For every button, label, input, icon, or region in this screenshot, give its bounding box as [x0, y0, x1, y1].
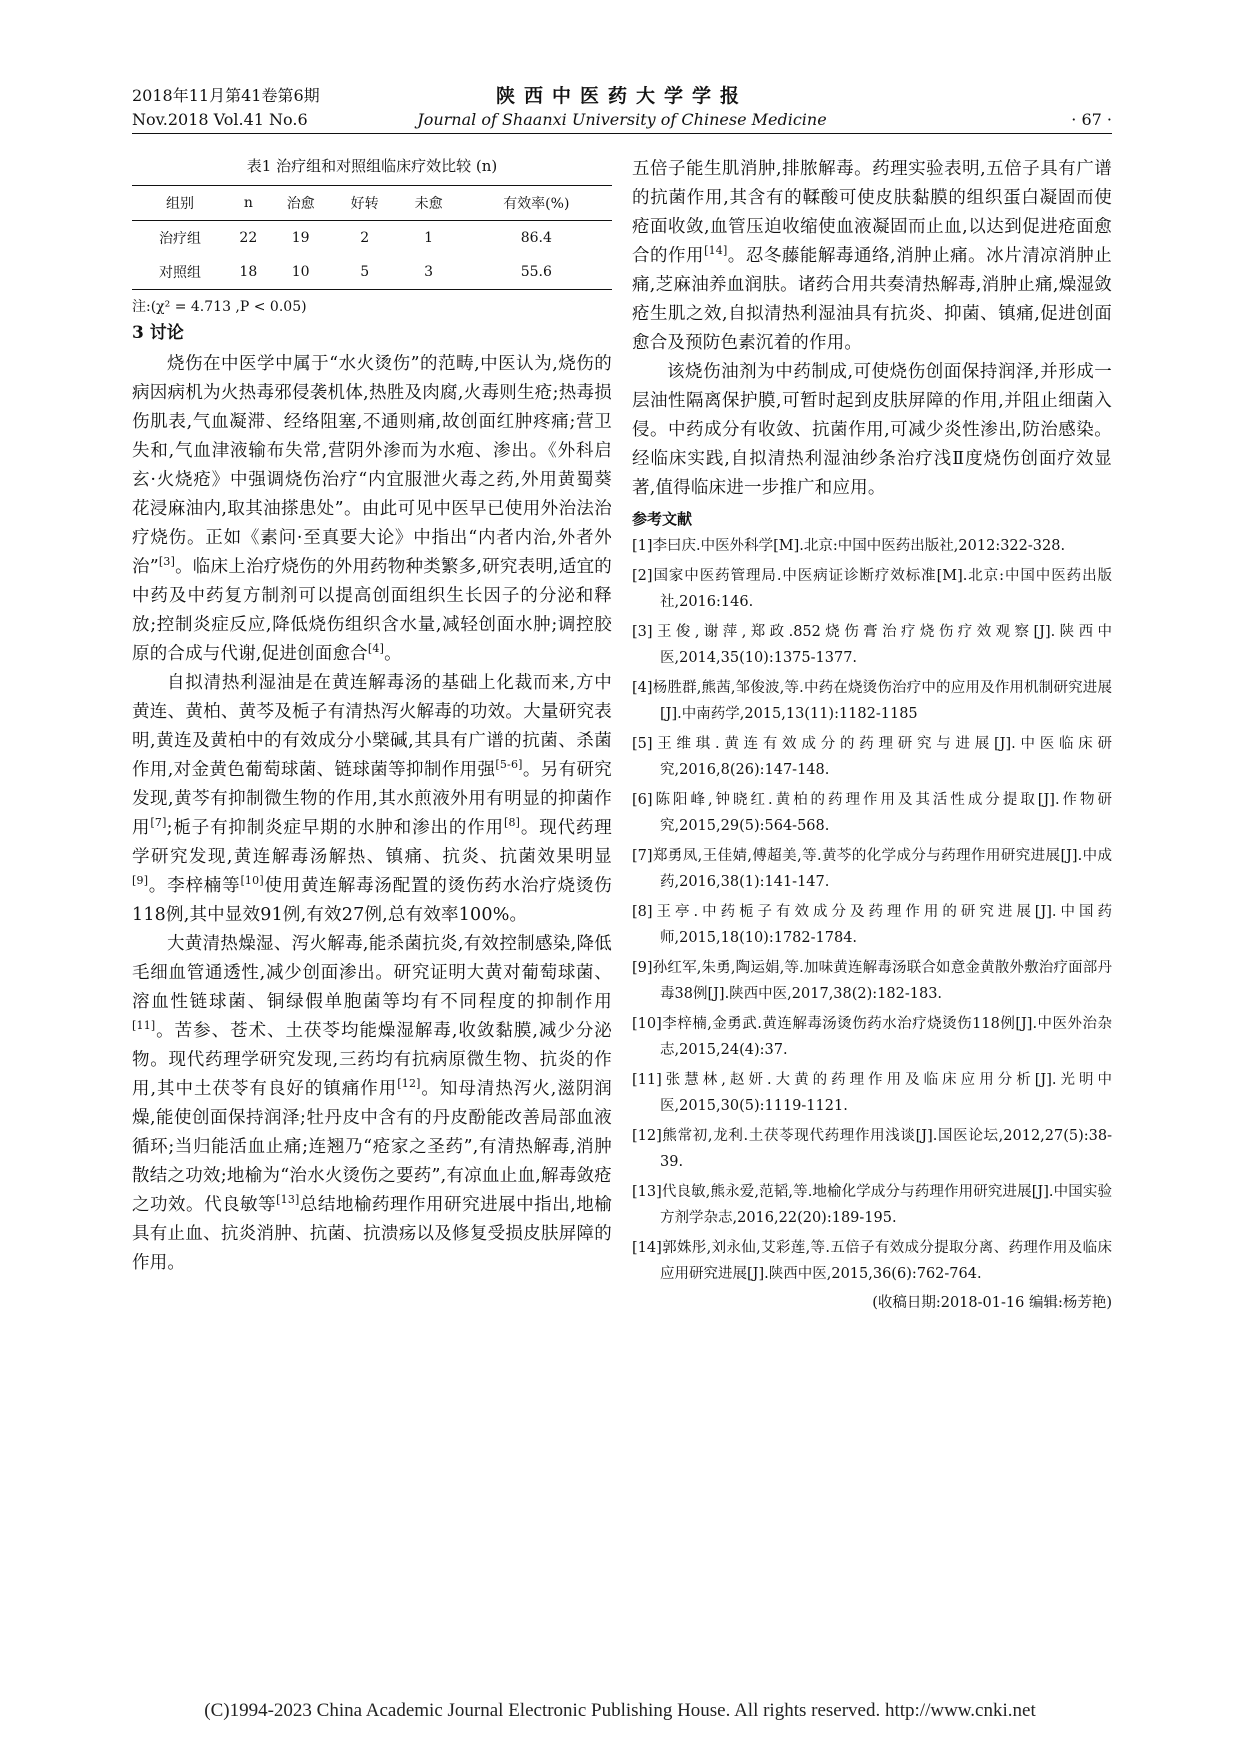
citation-marker: [11] [132, 1019, 156, 1033]
references-title: 参考文献 [632, 510, 693, 528]
efficacy-table [132, 185, 612, 290]
citation-marker: [13] [276, 1193, 300, 1207]
left-body-text [132, 350, 612, 1278]
paragraph-text: ;栀子有抑制炎症早期的水肿和渗出的作用 [166, 818, 504, 838]
page-number: · 67 · [1071, 110, 1112, 129]
table-cell: 10 [291, 264, 310, 280]
issue-cn: 2018年11月第41卷第6期 [132, 86, 320, 105]
right-body-text [632, 155, 1112, 503]
paragraph-text: 烧伤在中医学中属于“水火烫伤”的范畴,中医认为,烧伤的病因病机为火热毒邪侵袭机体,热胜及肉腐,火毒则生疮;热毒损伤肌表,气血凝滞、经络阻塞,不通则痛,故创面红肿疼痛;营卫失和,气血津液输布失常,营阴外渗而为水疱、渗出。《外科启玄·火烧疮》中强调烧伤治疗“内宜服泄火毒之药,外用黄蜀葵花浸麻油内,取其油搽患处”。由此可见中医早已使用外治法治疗烧伤。正如《素问·至真要大论》中指出“内者内治,外者外治” [132, 354, 612, 577]
paragraph-text: 。苦参、苍术、土茯苓均能燥湿解毒,收敛黏膜,减少分泌物。现代药理学研究发现,三药均有抗病原微生物、抗炎的作用,其中土茯苓有良好的镇痛作用 [132, 1021, 612, 1099]
table-header-cell: 组别 [165, 196, 194, 212]
paragraph-text: 自拟清热利湿油是在黄连解毒汤的基础上化裁而来,方中黄连、黄柏、黄芩及栀子有清热泻火解毒的功效。大量研究表明,黄连及黄柏中的有效成分小檗碱,其具有广谱的抗菌、杀菌作用,对金黄色葡萄球菌、链球菌等抑制作用强 [132, 673, 612, 780]
copyright-footer: (C)1994-2023 China Academic Journal Electronic Publishing House. All rights reserved. http://www.cnki.net [204, 1700, 1036, 1721]
paragraph-text: 。临床上治疗烧伤的外用药物种类繁多,研究表明,适宜的中药及中药复方制剂可以提高创面组织生长因子的分泌和释放;控制炎症反应,降低烧伤组织含水量,减轻创面水肿;调控胶原的合成与代谢,促进创面愈合 [132, 557, 612, 664]
citation-marker: [3] [158, 555, 176, 569]
table-header-cell: n [243, 195, 253, 211]
paragraph-text: 总结地榆药理作用研究进展中指出,地榆具有止血、抗炎消肿、抗菌、抗溃疡以及修复受损皮肤屏障的作用。 [132, 1195, 612, 1273]
reference-item: [4]杨胜群,熊茜,邹俊波,等.中药在烧烫伤治疗中的应用及作用机制研究进展[J].中南药学,2015,13(11):1182-1185 [632, 680, 1112, 722]
reference-list [632, 533, 1112, 1287]
citation-marker: [10] [240, 874, 264, 888]
citation-marker: [7] [150, 816, 167, 830]
table-cell: 86.4 [520, 230, 552, 246]
paragraph-text: 。知母清热泻火,滋阴润燥,能使创面保持润泽;牡丹皮中含有的丹皮酚能改善局部血液循环;当归能活血止痛;连翘乃“疮家之圣药”,有清热解毒,消肿散结之功效;地榆为“治水火烫伤之要药”,有凉血止血,解毒敛疮之功效。代良敏等 [132, 1079, 612, 1215]
paragraph-text: 。另有研究发现,黄芩有抑制微生物的作用,其水煎液外用有明显的抑菌作用 [132, 760, 613, 838]
paragraph-text: 。 [384, 644, 402, 664]
journal-title-en: Journal of Shaanxi University of Chinese Medicine [417, 110, 827, 129]
reference-item: [3]王俊,谢萍,郑政.852烧伤膏治疗烧伤疗效观察[J].陕西中医,2014,35(10):1375-1377. [632, 624, 1112, 666]
body-paragraph [632, 155, 1112, 358]
received-date: (收稿日期:2018-01-16 编辑:杨芳艳) [872, 1295, 1112, 1311]
table-header-cell: 治愈 [286, 196, 315, 212]
page-header [132, 86, 1112, 136]
citation-marker: [9] [132, 874, 149, 888]
table-cell: 1 [424, 230, 434, 246]
table-caption: 表1 治疗组和对照组临床疗效比较 (n) [246, 157, 498, 175]
table-row [132, 221, 612, 256]
body-paragraph [632, 358, 1112, 503]
table-header-row [132, 186, 612, 221]
paragraph-text: 该烧伤油剂为中药制成,可使烧伤创面保持润泽,并形成一层油性隔离保护膜,可暂时起到皮肤屏障的作用,并阻止细菌入侵。中药成分有收敛、抗菌作用,可减少炎性渗出,防治感染。经临床实践,自拟清热利湿油纱条治疗浅Ⅱ度烧伤创面疗效显著,值得临床进一步推广和应用。 [632, 362, 1112, 498]
citation-marker: [12] [397, 1077, 421, 1091]
table-cell: 对照组 [158, 265, 201, 281]
citation-marker: [4] [367, 642, 385, 656]
header-rule [132, 133, 1112, 134]
section-title: 3 讨论 [132, 323, 184, 343]
table-cell: 19 [291, 230, 310, 246]
paragraph-text: 。李梓楠等 [148, 876, 241, 896]
citation-marker: [14] [704, 244, 728, 258]
table-cell: 55.6 [520, 264, 552, 280]
table-cell: 18 [239, 264, 258, 280]
paragraph-text: 。现代药理学研究发现,黄连解毒汤解热、镇痛、抗炎、抗菌效果明显 [132, 818, 612, 867]
table-row [132, 255, 612, 290]
reference-item: [1]李曰庆.中医外科学[M].北京:中国中医药出版社,2012:322-328. [632, 538, 1066, 554]
table-header-cell: 未愈 [414, 196, 443, 212]
reference-item: [7]郑勇凤,王佳婧,傅超美,等.黄芩的化学成分与药理作用研究进展[J].中成药,2016,38(1):141-147. [632, 848, 1112, 890]
citation-marker: [5-6] [495, 758, 523, 772]
reference-item: [13]代良敏,熊永爱,范韬,等.地榆化学成分与药理作用研究进展[J].中国实验方剂学杂志,2016,22(20):189-195. [632, 1184, 1112, 1226]
paragraph-text: 。忍冬藤能解毒通络,消肿止痛。冰片清凉消肿止痛,芝麻油养血润肤。诸药合用共奏清热解毒,消肿止痛,燥湿敛疮生肌之效,自拟清热利湿油具有抗炎、抑菌、镇痛,促进创面愈合及预防色素沉着的作用。 [632, 246, 1112, 353]
table-cell: 22 [239, 230, 258, 246]
table-cell: 3 [424, 264, 434, 280]
reference-item: [5]王维琪.黄连有效成分的药理研究与进展[J].中医临床研究,2016,8(26):147-148. [632, 736, 1112, 778]
paragraph-text: 使用黄连解毒汤配置的烫伤药水治疗烧烫伤118例,其中显效91例,有效27例,总有效率100%。 [132, 876, 612, 925]
left-column [132, 155, 612, 1278]
table-header-cell: 好转 [350, 196, 379, 212]
issue-en: Nov.2018 Vol.41 No.6 [132, 110, 308, 129]
right-column [632, 155, 1112, 1315]
reference-item: [11]张慧林,赵妍.大黄的药理作用及临床应用分析[J].光明中医,2015,30(5):1119-1121. [632, 1072, 1112, 1114]
body-paragraph [132, 350, 612, 669]
paragraph-text: 五倍子能生肌消肿,排脓解毒。药理实验表明,五倍子具有广谱的抗菌作用,其含有的鞣酸可使皮肤黏膜的组织蛋白凝固而使疮面收敛,血管压迫收缩使血液凝固而止血,以达到促进疮面愈合的作用 [632, 159, 1112, 266]
table-header-cell: 有效率(%) [503, 196, 570, 212]
reference-item: [9]孙红军,朱勇,陶运娟,等.加味黄连解毒汤联合如意金黄散外敷治疗面部丹毒38例[J].陕西中医,2017,38(2):182-183. [632, 960, 1112, 1002]
reference-item: [6]陈阳峰,钟晓红.黄柏的药理作用及其活性成分提取[J].作物研究,2015,29(5):564-568. [632, 792, 1112, 834]
body-paragraph [132, 930, 612, 1278]
reference-item: [10]李梓楠,金勇武.黄连解毒汤烫伤药水治疗烧烫伤118例[J].中医外治杂志,2015,24(4):37. [632, 1016, 1112, 1058]
citation-marker: [8] [503, 816, 521, 830]
reference-item: [14]郭姝彤,刘永仙,艾彩莲,等.五倍子有效成分提取分离、药理作用及临床应用研究进展[J].陕西中医,2015,36(6):762-764. [632, 1240, 1112, 1282]
reference-item: [8]王亭.中药栀子有效成分及药理作用的研究进展[J].中国药师,2015,18(10):1782-1784. [632, 904, 1112, 946]
reference-item: [12]熊常初,龙利.土茯苓现代药理作用浅谈[J].国医论坛,2012,27(5):38-39. [632, 1128, 1112, 1170]
reference-item: [2]国家中医药管理局.中医病证诊断疗效标准[M].北京:中国中医药出版社,2016:146. [632, 568, 1112, 610]
table-note: 注:(χ² = 4.713 ,P < 0.05) [132, 299, 307, 315]
body-paragraph [132, 669, 612, 930]
table-cell: 2 [360, 230, 370, 246]
journal-title-cn: 陕西中医药大学学报 [495, 85, 748, 107]
paragraph-text: 大黄清热燥湿、泻火解毒,能杀菌抗炎,有效控制感染,降低毛细血管通透性,减少创面渗出。研究证明大黄对葡萄球菌、溶血性链球菌、铜绿假单胞菌等均有不同程度的抑制作用 [132, 934, 612, 1012]
table-cell: 5 [360, 264, 370, 280]
table-cell: 治疗组 [158, 231, 201, 247]
